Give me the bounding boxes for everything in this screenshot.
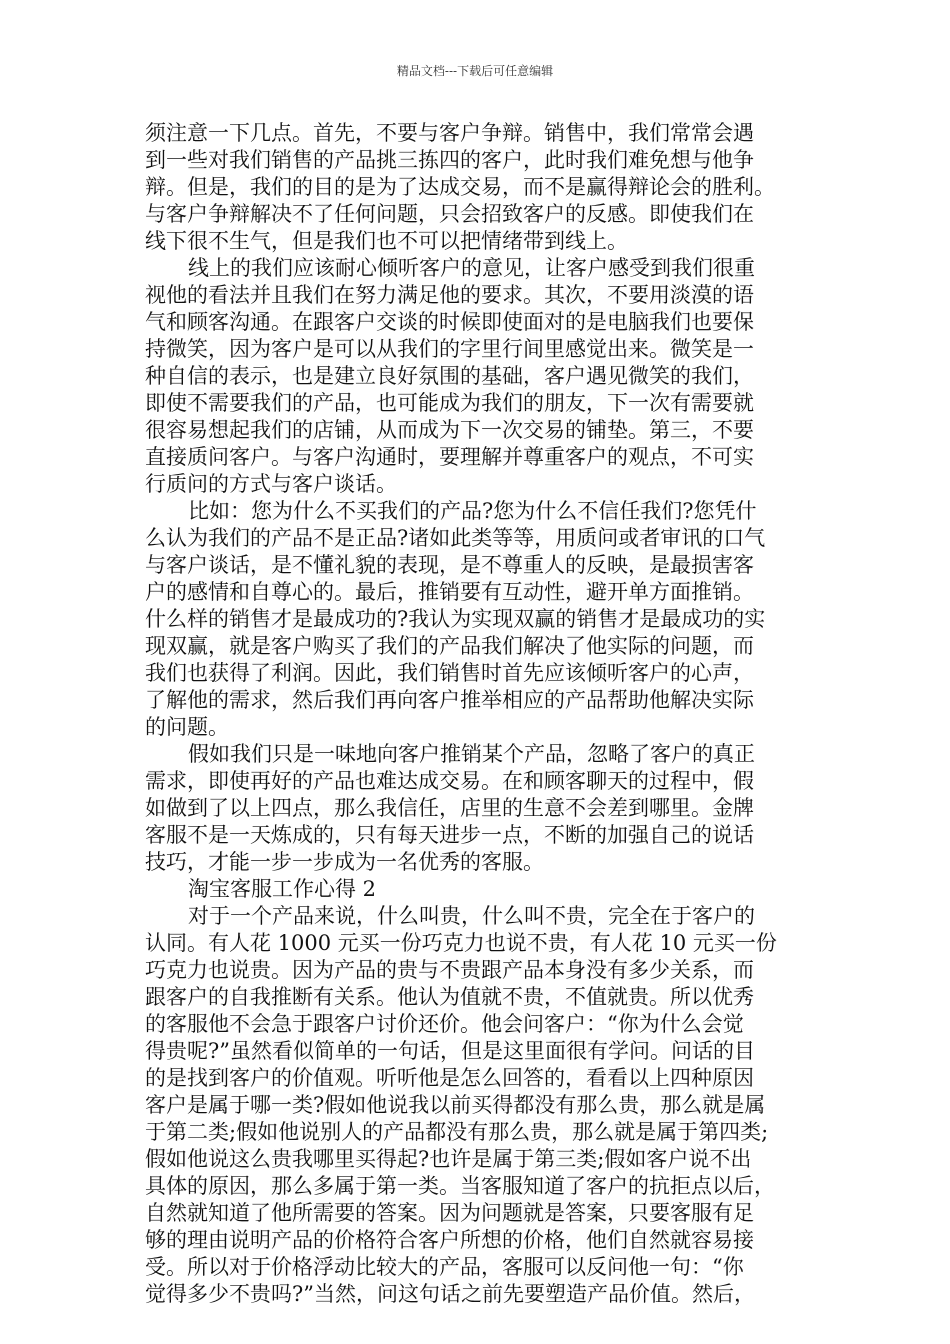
text-line: 具体的原因，那么多属于第一类。当客服知道了客户的抗拒点以后， xyxy=(145,1174,775,1198)
text-line: 什么样的销售才是最成功的?我认为实现双赢的销售才是最成功的实 xyxy=(145,607,766,631)
text-line: 自然就知道了他所需要的答案。因为问题就是答案，只要客服有足 xyxy=(145,1201,754,1225)
text-line: 气和顾客沟通。在跟客户交谈的时候即使面对的是电脑我们也要保 xyxy=(145,310,754,334)
text-line: 淘宝客服工作心得 2 xyxy=(188,877,377,901)
document-body xyxy=(145,120,805,1308)
text-line: 视他的看法并且我们在努力满足他的要求。其次，不要用淡漠的语 xyxy=(145,283,754,307)
text-line: 觉得多少不贵吗?”当然，问这句话之前先要塑造产品价值。然后， xyxy=(145,1282,755,1306)
text-line: 如做到了以上四点，那么我信任，店里的生意不会差到哪里。金牌 xyxy=(145,796,754,820)
text-line: 户的感情和自尊心的。最后，推销要有互动性，避开单方面推销。 xyxy=(145,580,754,604)
text-line: 么认为我们的产品不是正品?诸如此类等等，用质问或者审讯的口气 xyxy=(145,526,766,550)
text-line: 持微笑，因为客户是可以从我们的字里行间里感觉出来。微笑是一 xyxy=(145,337,754,361)
text-line: 与客户争辩解决不了任何问题，只会招致客户的反感。即使我们在 xyxy=(145,202,754,226)
text-line: 的客服他不会急于跟客户讨价还价。他会问客户：“你为什么会觉 xyxy=(145,1012,744,1036)
text-line: 即使不需要我们的产品，也可能成为我们的朋友，下一次有需要就 xyxy=(145,391,754,415)
text-line: 线上的我们应该耐心倾听客户的意见，让客户感受到我们很重 xyxy=(188,256,755,280)
text-line: 需求，即使再好的产品也难达成交易。在和顾客聊天的过程中，假 xyxy=(145,769,754,793)
text-line: 的问题。 xyxy=(145,715,229,739)
text-line: 认同。有人花 1000 元买一份巧克力也说不贵，有人花 10 元买一份 xyxy=(145,931,777,955)
text-line: 于第二类;假如他说别人的产品都没有那么贵，那么就是属于第四类; xyxy=(145,1120,769,1144)
text-line: 的是找到客户的价值观。听听他是怎么回答的，看看以上四种原因 xyxy=(145,1066,754,1090)
text-line: 够的理由说明产品的价格符合客户所想的价格，他们自然就容易接 xyxy=(145,1228,754,1252)
text-line: 比如：您为什么不买我们的产品?您为什么不信任我们?您凭什 xyxy=(188,499,757,523)
text-line: 得贵呢?”虽然看似简单的一句话，但是这里面很有学问。问话的目 xyxy=(145,1039,755,1063)
text-line: 种自信的表示，也是建立良好氛围的基础，客户遇见微笑的我们， xyxy=(145,364,754,388)
text-line: 客服不是一天炼成的，只有每天进步一点，不断的加强自己的说话 xyxy=(145,823,754,847)
text-line: 跟客户的自我推断有关系。他认为值就不贵，不值就贵。所以优秀 xyxy=(145,985,754,1009)
text-line: 技巧，才能一步一步成为一名优秀的客服。 xyxy=(145,850,544,874)
text-line: 巧克力也说贵。因为产品的贵与不贵跟产品本身没有多少关系，而 xyxy=(145,958,754,982)
text-line: 了解他的需求，然后我们再向客户推举相应的产品帮助他解决实际 xyxy=(145,688,754,712)
text-line: 假如我们只是一味地向客户推销某个产品，忽略了客户的真正 xyxy=(188,742,755,766)
text-line: 辩。但是，我们的目的是为了达成交易，而不是赢得辩论会的胜利。 xyxy=(145,175,775,199)
text-line: 到一些对我们销售的产品挑三拣四的客户，此时我们难免想与他争 xyxy=(145,148,754,172)
text-line: 假如他说这么贵我哪里买得起?也许是属于第三类;假如客户说不出 xyxy=(145,1147,752,1171)
text-line: 客户是属于哪一类?假如他说我以前买得都没有那么贵，那么就是属 xyxy=(145,1093,766,1117)
text-line: 行质问的方式与客户谈话。 xyxy=(145,472,397,496)
text-line: 须注意一下几点。首先，不要与客户争辩。销售中，我们常常会遇 xyxy=(145,121,754,145)
text-line: 现双赢，就是客户购买了我们的产品我们解决了他实际的问题，而 xyxy=(145,634,754,658)
text-line: 对于一个产品来说，什么叫贵，什么叫不贵，完全在于客户的 xyxy=(188,904,755,928)
text-line: 直接质问客户。与客户沟通时，要理解并尊重客户的观点，不可实 xyxy=(145,445,754,469)
text-line: 与客户谈话，是不懂礼貌的表现，是不尊重人的反映，是最损害客 xyxy=(145,553,754,577)
text-line: 线下很不生气，但是我们也不可以把情绪带到线上。 xyxy=(145,229,628,253)
page-header: 精品文档---下载后可任意编辑 xyxy=(396,64,554,78)
text-line: 我们也获得了利润。因此，我们销售时首先应该倾听客户的心声， xyxy=(145,661,754,685)
text-line: 很容易想起我们的店铺，从而成为下一次交易的铺垫。第三，不要 xyxy=(145,418,754,442)
text-line: 受。所以对于价格浮动比较大的产品，客服可以反问他一句：“你 xyxy=(145,1255,744,1279)
